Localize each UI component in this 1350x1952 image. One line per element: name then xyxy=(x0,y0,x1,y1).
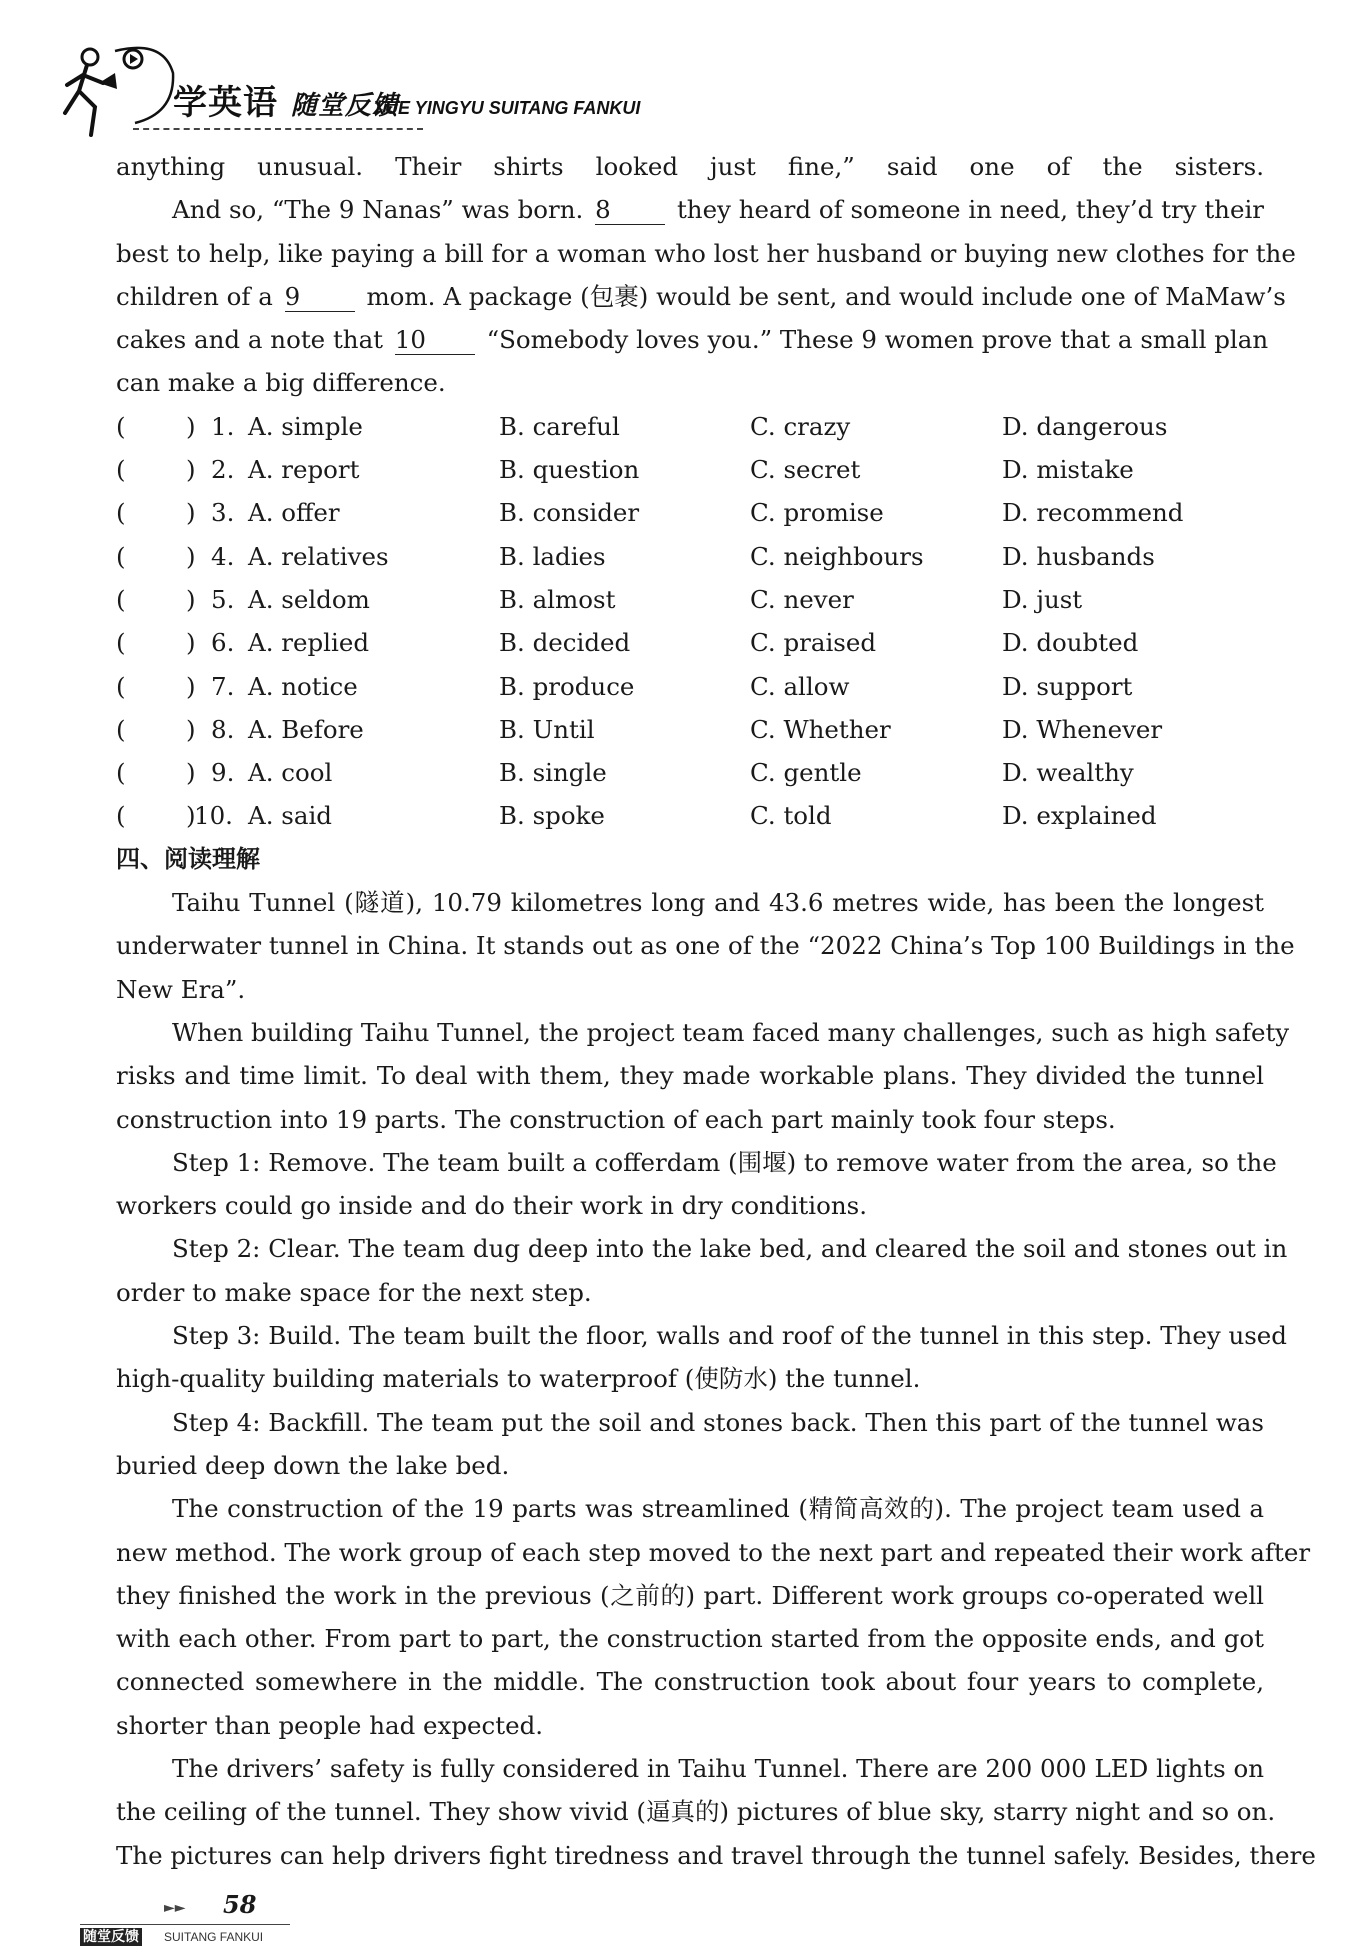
cloze-blank-9: 9 xyxy=(285,283,355,312)
option-d: D. explained xyxy=(1002,801,1157,831)
option-d: D. just xyxy=(1002,584,1083,614)
option-a: A. offer xyxy=(248,498,340,528)
question-row xyxy=(116,535,1264,578)
cloze-blank-10: 10 xyxy=(395,326,475,355)
question-number: 5. xyxy=(211,584,235,614)
answer-paren-close: ) xyxy=(186,758,196,788)
question-row xyxy=(116,405,1264,448)
option-d: D. doubted xyxy=(1002,628,1139,658)
passage-line: Step 2: Clear. The team dug deep into the lake bed, and cleared the soil and stones out in xyxy=(172,1234,1288,1264)
page-number: 58 xyxy=(223,1890,257,1919)
option-d: D. husbands xyxy=(1002,541,1155,571)
passage-line: And so, “The 9 Nanas” was born. 8 they heard of someone in need, they’d try their xyxy=(172,195,1264,225)
answer-paren-open: ( xyxy=(116,498,126,528)
option-b: B. Until xyxy=(499,714,595,744)
passage-line: workers could go inside and do their work in dry conditions. xyxy=(116,1191,867,1221)
option-b: B. spoke xyxy=(499,801,605,831)
option-a: A. relatives xyxy=(248,541,389,571)
passage-line: buried deep down the lake bed. xyxy=(116,1450,510,1480)
passage-line: with each other. From part to part, the construction started from the opposite ends, and got xyxy=(116,1624,1264,1654)
answer-paren-close: ) xyxy=(186,714,196,744)
option-c: C. neighbours xyxy=(750,541,924,571)
question-number: 10. xyxy=(194,801,233,831)
option-b: B. ladies xyxy=(499,541,606,571)
passage-line: anything unusual. Their shirts looked just fine,” said one of the sisters. xyxy=(116,152,1264,181)
question-row xyxy=(116,751,1264,794)
question-row xyxy=(116,794,1264,837)
answer-paren-close: ) xyxy=(186,541,196,571)
header-divider xyxy=(133,128,423,130)
answer-paren-open: ( xyxy=(116,455,126,485)
option-c: C. promise xyxy=(750,498,884,528)
double-arrow-icon: ►► xyxy=(164,1900,186,1916)
passage-line: risks and time limit. To deal with them, they made workable plans. They divided the tunnel xyxy=(116,1061,1264,1091)
passage-line: construction into 19 parts. The construction of each part mainly took four steps. xyxy=(116,1104,1116,1134)
option-c: C. crazy xyxy=(750,411,851,441)
passage-line: Step 4: Backfill. The team put the soil and stones back. Then this part of the tunnel was xyxy=(172,1407,1264,1437)
passage-line: best to help, like paying a bill for a woman who lost her husband or buying new clothes for the xyxy=(116,238,1296,268)
option-d: D. wealthy xyxy=(1002,758,1134,788)
answer-paren-open: ( xyxy=(116,714,126,744)
passage-line: children of a 9 mom. A package (包裹) would be sent, and would include one of MaMaw’s xyxy=(116,281,1286,311)
question-row xyxy=(116,708,1264,751)
passage-line: high-quality building materials to waterproof (使防水) the tunnel. xyxy=(116,1364,921,1394)
passage-line: Step 3: Build. The team built the floor, walls and roof of the tunnel in this step. They used xyxy=(172,1321,1287,1351)
answer-paren-close: ) xyxy=(186,411,196,441)
option-d: D. dangerous xyxy=(1002,411,1168,441)
question-row xyxy=(116,665,1264,708)
question-list xyxy=(116,405,1264,838)
option-b: B. consider xyxy=(499,498,640,528)
option-b: B. question xyxy=(499,455,640,485)
question-number: 8. xyxy=(211,714,235,744)
answer-paren-close: ) xyxy=(186,801,196,831)
footer-divider xyxy=(80,1924,290,1925)
answer-paren-open: ( xyxy=(116,801,126,831)
passage-line: underwater tunnel in China. It stands out as one of the “2022 China’s Top 100 Buildings in the xyxy=(116,931,1295,961)
option-b: B. single xyxy=(499,758,607,788)
option-a: A. notice xyxy=(248,671,358,701)
question-row xyxy=(116,491,1264,534)
option-c: C. Whether xyxy=(750,714,891,744)
question-number: 1. xyxy=(211,411,235,441)
passage-line: shorter than people had expected. xyxy=(116,1710,544,1740)
option-d: D. support xyxy=(1002,671,1133,701)
passage-line: they finished the work in the previous (之前的) part. Different work groups co-operated well xyxy=(116,1580,1264,1610)
passage-line: The pictures can help drivers fight tiredness and travel through the tunnel safely. Besides, there xyxy=(116,1840,1316,1870)
option-d: D. recommend xyxy=(1002,498,1184,528)
question-number: 2. xyxy=(211,455,235,485)
option-a: A. Before xyxy=(248,714,364,744)
question-number: 6. xyxy=(211,628,235,658)
option-c: C. never xyxy=(750,584,854,614)
option-b: B. produce xyxy=(499,671,635,701)
question-number: 7. xyxy=(211,671,235,701)
option-c: C. praised xyxy=(750,628,877,658)
option-c: C. gentle xyxy=(750,758,862,788)
option-a: A. replied xyxy=(248,628,370,658)
option-c: C. allow xyxy=(750,671,850,701)
option-d: D. Whenever xyxy=(1002,714,1163,744)
passage-line: Taihu Tunnel (隧道), 10.79 kilometres long and 43.6 metres wide, has been the longest xyxy=(172,888,1264,918)
option-b: B. decided xyxy=(499,628,631,658)
page-content xyxy=(116,145,1316,1877)
question-row xyxy=(116,621,1264,664)
answer-paren-close: ) xyxy=(186,455,196,485)
page-footer xyxy=(80,1882,400,1945)
answer-paren-close: ) xyxy=(186,498,196,528)
passage-line: The drivers’ safety is fully considered in Taihu Tunnel. There are 200 000 LED lights on xyxy=(172,1753,1264,1783)
cloze-blank-8: 8 xyxy=(595,196,665,225)
passage-line: cakes and a note that 10 “Somebody loves you.” These 9 women prove that a small plan xyxy=(116,325,1269,355)
passage-line: When building Taihu Tunnel, the project team faced many challenges, such as high safety xyxy=(172,1017,1290,1047)
question-number: 4. xyxy=(211,541,235,571)
question-number: 9. xyxy=(211,758,235,788)
header-title xyxy=(173,75,399,124)
option-c: C. secret xyxy=(750,455,861,485)
option-a: A. said xyxy=(248,801,332,831)
header-title-en: XUE YINGYU SUITANG FANKUI xyxy=(373,98,641,118)
answer-paren-close: ) xyxy=(186,628,196,658)
footer-label-cn: 随堂反馈 xyxy=(80,1928,142,1946)
page-header xyxy=(55,35,675,140)
header-subtitle-cn: 随堂反馈 xyxy=(290,91,399,121)
answer-paren-open: ( xyxy=(116,628,126,658)
question-row xyxy=(116,448,1264,491)
option-a: A. simple xyxy=(248,411,363,441)
answer-paren-open: ( xyxy=(116,671,126,701)
passage-line: can make a big difference. xyxy=(116,368,446,398)
option-d: D. mistake xyxy=(1002,455,1134,485)
option-b: B. careful xyxy=(499,411,620,441)
option-a: A. cool xyxy=(248,758,333,788)
header-title-cn: 学英语 xyxy=(173,83,278,123)
passage-line: connected somewhere in the middle. The construction took about four years to complete, xyxy=(116,1667,1264,1697)
question-number: 3. xyxy=(211,498,235,528)
option-a: A. seldom xyxy=(248,584,370,614)
passage-line: The construction of the 19 parts was streamlined (精简高效的). The project team used a xyxy=(172,1494,1264,1524)
footer-label-en: SUITANG FANKUI xyxy=(164,1930,264,1944)
answer-paren-open: ( xyxy=(116,541,126,571)
option-a: A. report xyxy=(248,455,360,485)
passage-line: new method. The work group of each step moved to the next part and repeated their work after xyxy=(116,1537,1311,1567)
section-heading: 四、阅读理解 xyxy=(116,844,260,873)
answer-paren-open: ( xyxy=(116,411,126,441)
answer-paren-close: ) xyxy=(186,584,196,614)
passage-line: New Era”. xyxy=(116,974,246,1004)
answer-paren-open: ( xyxy=(116,584,126,614)
answer-paren-close: ) xyxy=(186,671,196,701)
reading-passage xyxy=(116,881,1316,1877)
option-b: B. almost xyxy=(499,584,616,614)
answer-paren-open: ( xyxy=(116,758,126,788)
question-row xyxy=(116,578,1264,621)
passage-line: the ceiling of the tunnel. They show vivid (逼真的) pictures of blue sky, starry night and so on. xyxy=(116,1797,1276,1827)
option-c: C. told xyxy=(750,801,832,831)
passage-line: Step 1: Remove. The team built a cofferdam (围堰) to remove water from the area, so the xyxy=(172,1147,1277,1177)
passage-line: order to make space for the next step. xyxy=(116,1277,592,1307)
